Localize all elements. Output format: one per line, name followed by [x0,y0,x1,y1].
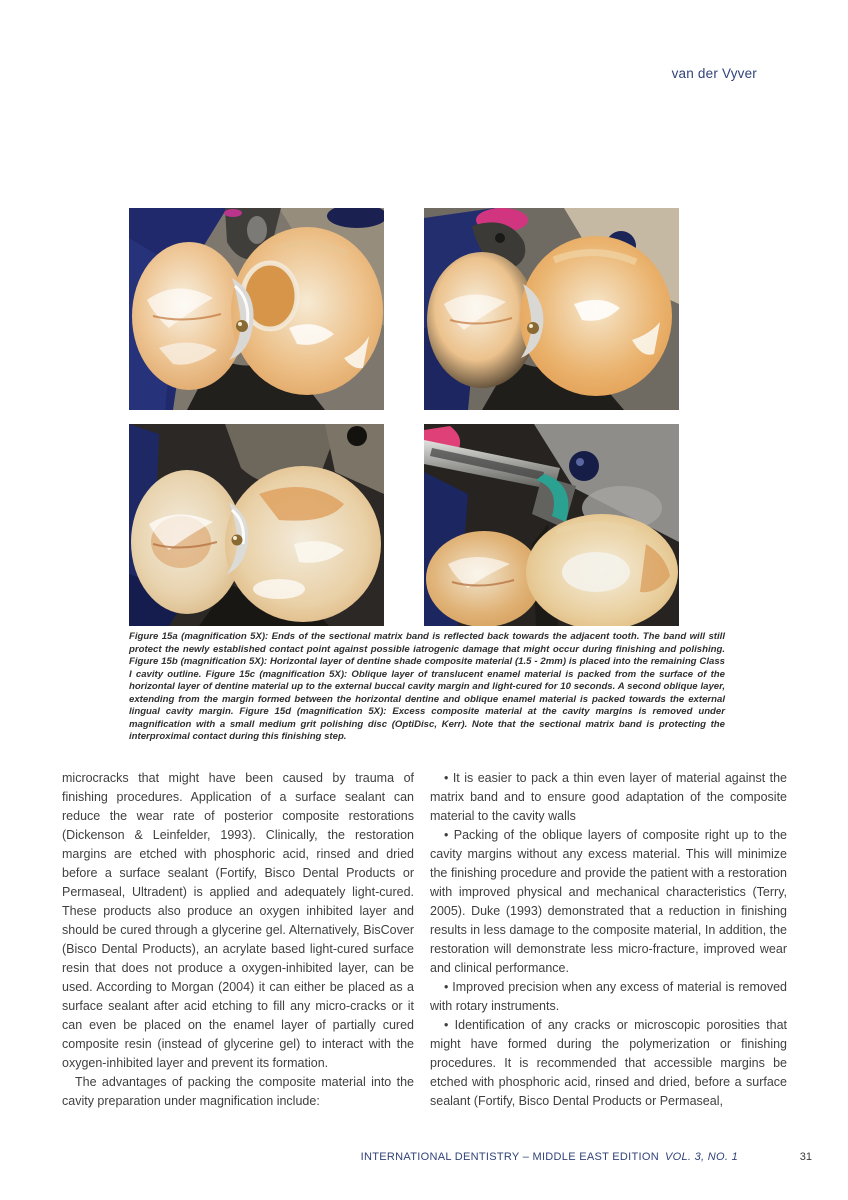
journal-name: INTERNATIONAL DENTISTRY – MIDDLE EAST EDITION [360,1151,660,1163]
body-column-left [62,769,414,1111]
figure-15c-photo [129,424,384,626]
figure-caption: Figure 15a (magnification 5X): Ends of the sectional matrix band is reflected back towards the adjacent tooth. The band will still protect the newly established contact point against possible iatrogenic damage that might occur during finishing and polishing. Figure 15b (magnification 5X): Horizontal layer of dentine shade composite material (1.5 - 2mm) is placed into the remaining Class I cavity outline. Figure 15c (magnification 5X): Oblique layer of translucent enamel material is packed from the surface of the horizontal layer of dentine material up to the external buccal cavity margin and light-cured for 10 seconds. A second oblique layer, extending from the margin formed between the horizontal dentine and oblique enamel material is packed towards the external lingual cavity margin. Figure 15d (magnification 5X): Excess composite material at the cavity margins is removed under magnification with a small medium grit polishing disc (OptiDisc, Kerr). Note that the sectional matrix band is protecting the interproximal contact during this finishing step. [129,631,725,742]
journal-volume: VOL. 3, NO. 1 [665,1151,738,1163]
body-paragraph: The advantages of packing the composite material into the cavity preparation under magnification include: [62,1075,414,1108]
figure-15a-photo [129,208,384,410]
running-head-author: van der Vyver [671,66,757,81]
figure-15d-photo [424,424,679,626]
page-number: 31 [799,1151,812,1163]
bullet-item: • Improved precision when any excess of material is removed with rotary instruments. [430,980,787,1013]
footer-journal-title [361,1151,738,1163]
bullet-item: • Packing of the oblique layers of composite right up to the cavity margins without any excess material. This will minimize the finishing procedure and provide the patient with a restoration with improved physical and mechanical characteristics (Terry, 2005). Duke (1993) demonstrated that a reduction in finishing results in less damage to the composite material, In addition, the restoration will demonstrate less micro-fracture, improved wear and clinical performance. [430,828,787,975]
bullet-item: • Identification of any cracks or microscopic porosities that might have formed during the polymerization or finishing procedures. It is recommended that accessible margins be etched with phosphoric acid, rinsed and dried, before a surface sealant (Fortify, Bisco Dental Products or Permaseal, [430,1018,787,1108]
body-column-right [430,769,787,1111]
figure-grid [129,208,679,626]
figure-15b-photo [424,208,679,410]
body-paragraph: microcracks that might have been caused by trauma of finishing procedures. Application of a surface sealant can reduce the wear rate of posterior composite restorations (Dickenson & Leinfelder, 1993). Clinically, the restoration margins are etched with phosphoric acid, rinsed and dried before a surface sealant (Fortify, Bisco Dental Products or Permaseal, Ultradent) is applied and adequately light-cured. These products also produce an oxygen inhibited layer and should be cured through a glycerine gel. Alternatively, BisCover (Bisco Dental Products), an acrylate based light-cured surface resin that does not produce a oxygen-inhibited layer, can be used. According to Morgan (2004) it can either be placed as a surface sealant after acid etching to fill any micro-cracks or it can even be placed on the enamel layer of partially cured composite resin (instead of glycerine gel) to interact with the oxygen-inhibited layer and prevent its formation. [62,771,414,1070]
bullet-item: • It is easier to pack a thin even layer of material against the matrix band and to ensure good adaptation of the composite material to the cavity walls [430,771,787,823]
